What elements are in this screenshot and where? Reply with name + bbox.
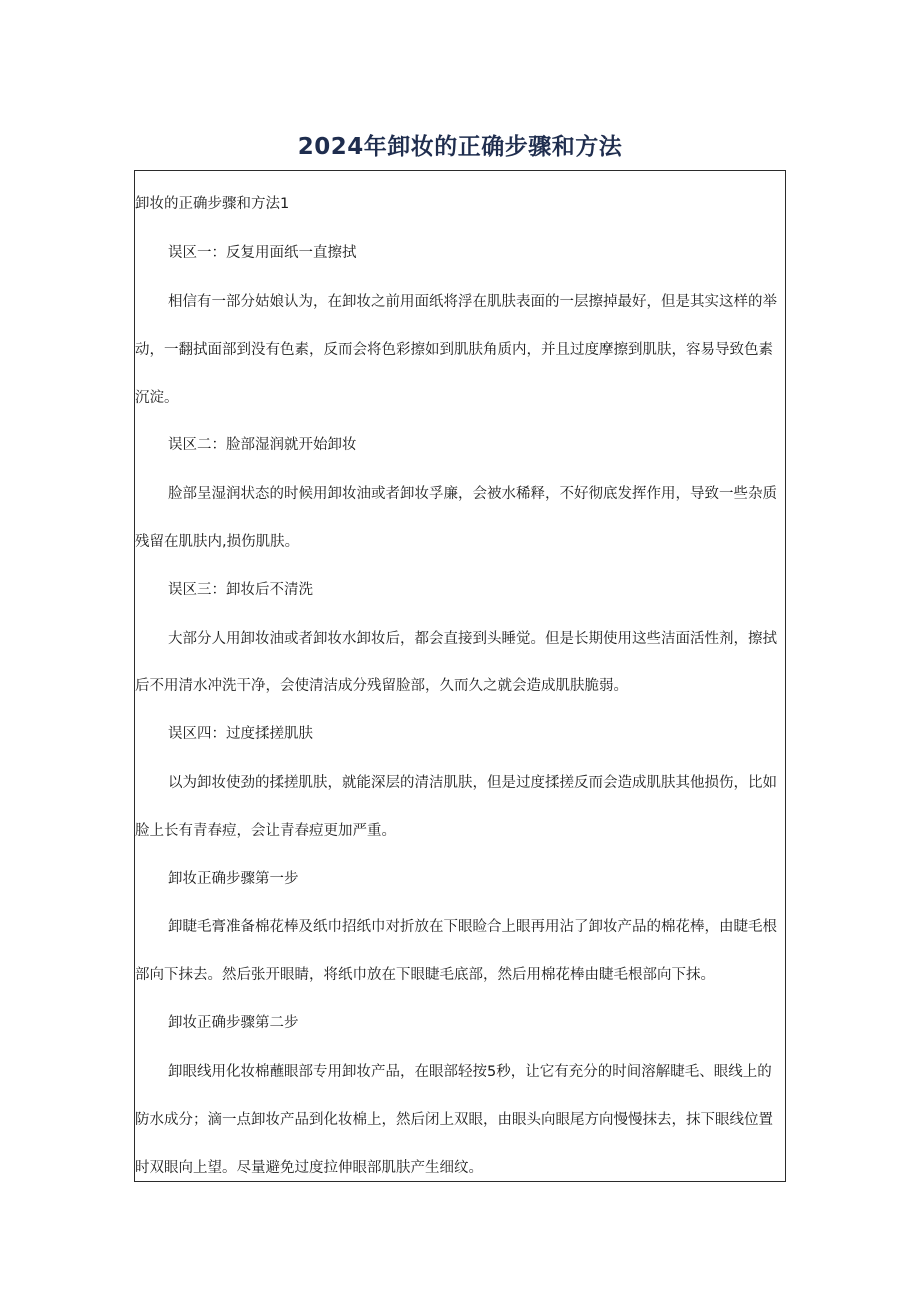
paragraph-line: 沉淀。 bbox=[135, 390, 179, 406]
paragraph-line: 以为卸妆使劲的揉搓肌肤，就能深层的清洁肌肤，但是过度揉搓反而会造成肌肤其他损伤，比如 bbox=[168, 775, 777, 791]
step-heading-1: 卸妆正确步骤第一步 bbox=[168, 871, 299, 887]
misconception-heading-1: 误区一：反复用面纸一直擦拭 bbox=[168, 245, 357, 261]
paragraph-line: 卸睫毛膏准备棉花棒及纸巾招纸巾对折放在下眼睑合上眼再用沾了卸妆产品的棉花棒，由睫毛根 bbox=[168, 919, 777, 935]
content-frame bbox=[134, 170, 786, 1182]
paragraph-line: 部向下抹去。然后张开眼睛，将纸巾放在下眼睫毛底部，然后用棉花棒由睫毛根部向下抹。 bbox=[135, 967, 715, 983]
paragraph-line: 防水成分；滴一点卸妆产品到化妆棉上，然后闭上双眼，由眼头向眼尾方向慢慢抹去，抹下眼线位置 bbox=[135, 1112, 773, 1128]
misconception-heading-2: 误区二：脸部湿润就开始卸妆 bbox=[168, 437, 357, 453]
paragraph-line: 相信有一部分姑娘认为，在卸妆之前用面纸将浮在肌肤表面的一层擦掉最好，但是其实这样的举 bbox=[168, 294, 777, 310]
paragraph-line: 脸部呈湿润状态的时候用卸妆油或者卸妆孚廉，会被水稀释，不好彻底发挥作用，导致一些杂质 bbox=[168, 486, 777, 502]
paragraph-line: 卸眼线用化妆棉蘸眼部专用卸妆产品，在眼部轻按5秒，让它有充分的时间溶解睫毛、眼线上的 bbox=[168, 1064, 772, 1080]
paragraph-line: 后不用清水冲洗干净，会使清洁成分残留脸部，久而久之就会造成肌肤脆弱。 bbox=[135, 678, 628, 694]
paragraph-line: 时双眼向上望。尽量避免过度拉伸眼部肌肤产生细纹。 bbox=[135, 1160, 483, 1176]
step-heading-2: 卸妆正确步骤第二步 bbox=[168, 1015, 299, 1031]
paragraph-line: 动，一翻拭面部到没有色素，反而会将色彩擦如到肌肤角质内，并且过度摩擦到肌肤，容易导致色素 bbox=[135, 342, 773, 358]
document-title: 2024年卸妆的正确步骤和方法 bbox=[297, 134, 623, 161]
misconception-heading-4: 误区四：过度揉搓肌肤 bbox=[168, 726, 313, 742]
paragraph-line: 残留在肌肤内,损伤肌肤。 bbox=[135, 534, 300, 550]
section-heading: 卸妆的正确步骤和方法1 bbox=[135, 196, 290, 212]
paragraph-line: 脸上长有青春痘，会让青春痘更加严重。 bbox=[135, 823, 396, 839]
misconception-heading-3: 误区三：卸妆后不清洗 bbox=[168, 582, 313, 598]
paragraph-line: 大部分人用卸妆油或者卸妆水卸妆后，都会直接到头睡觉。但是长期使用这些洁面活性剂，擦拭 bbox=[168, 631, 777, 647]
